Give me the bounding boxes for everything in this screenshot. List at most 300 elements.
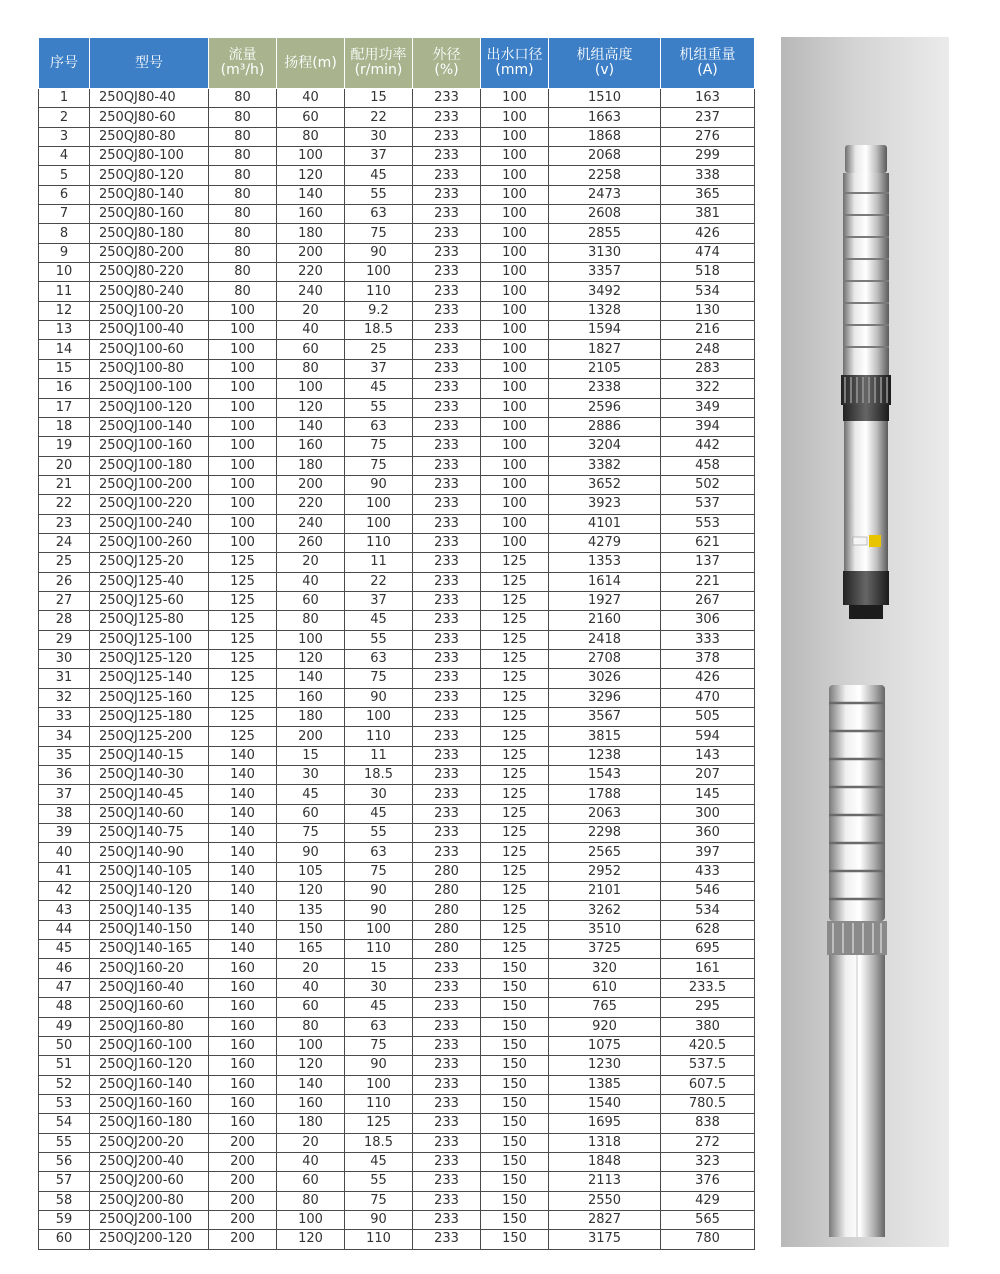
table-row: [39, 1210, 755, 1229]
table-cell: 1238: [549, 746, 661, 765]
table-cell: 250QJ140-45: [90, 785, 209, 804]
table-cell: 100: [481, 243, 549, 262]
table-cell: 160: [209, 1114, 277, 1133]
table-cell: 1230: [549, 1056, 661, 1075]
table-cell: 2952: [549, 862, 661, 881]
table-cell: 100: [481, 437, 549, 456]
table-cell: 2160: [549, 611, 661, 630]
table-row: [39, 630, 755, 649]
table-cell: 80: [209, 282, 277, 301]
table-cell: 80: [209, 89, 277, 108]
table-row: [39, 591, 755, 610]
table-cell: 56: [39, 1152, 90, 1171]
table-cell: 3382: [549, 456, 661, 475]
table-row: [39, 727, 755, 746]
table-cell: 250QJ100-100: [90, 379, 209, 398]
table-cell: 221: [661, 572, 755, 591]
column-header: [39, 38, 90, 89]
table-row: [39, 708, 755, 727]
table-row: [39, 417, 755, 436]
table-cell: 75: [345, 1036, 413, 1055]
table-cell: 30: [345, 978, 413, 997]
table-cell: 250QJ140-105: [90, 862, 209, 881]
table-cell: 45: [345, 166, 413, 185]
table-cell: 40: [277, 321, 345, 340]
table-cell: 140: [277, 669, 345, 688]
table-row: [39, 1114, 755, 1133]
table-row: [39, 1191, 755, 1210]
table-cell: 100: [481, 108, 549, 127]
table-cell: 250QJ160-40: [90, 978, 209, 997]
table-cell: 2855: [549, 224, 661, 243]
table-cell: 233: [413, 166, 481, 185]
table-cell: 250QJ160-100: [90, 1036, 209, 1055]
table-cell: 100: [209, 340, 277, 359]
table-cell: 3204: [549, 437, 661, 456]
table-cell: 920: [549, 1017, 661, 1036]
table-cell: 18.5: [345, 321, 413, 340]
table-row: [39, 1075, 755, 1094]
table-cell: 378: [661, 649, 755, 668]
table-cell: 110: [345, 940, 413, 959]
table-cell: 233: [413, 1017, 481, 1036]
table-cell: 19: [39, 437, 90, 456]
table-cell: 1868: [549, 127, 661, 146]
table-cell: 15: [277, 746, 345, 765]
table-cell: 90: [345, 475, 413, 494]
table-cell: 150: [481, 959, 549, 978]
table-cell: 32: [39, 688, 90, 707]
table-cell: 125: [209, 611, 277, 630]
table-cell: 621: [661, 533, 755, 552]
table-cell: 60: [277, 1172, 345, 1191]
table-cell: 45: [345, 379, 413, 398]
table-cell: 45: [345, 611, 413, 630]
table-cell: 250QJ125-140: [90, 669, 209, 688]
table-cell: 125: [345, 1114, 413, 1133]
table-cell: 150: [481, 978, 549, 997]
table-cell: 233: [413, 611, 481, 630]
table-cell: 1: [39, 89, 90, 108]
column-header-label: 机组重量: [679, 47, 736, 63]
table-cell: 45: [345, 998, 413, 1017]
table-cell: 90: [345, 688, 413, 707]
table-cell: 125: [481, 708, 549, 727]
table-cell: 55: [345, 1172, 413, 1191]
table-cell: 250QJ125-200: [90, 727, 209, 746]
table-cell: 75: [345, 456, 413, 475]
table-cell: 55: [345, 398, 413, 417]
table-cell: 75: [345, 224, 413, 243]
table-cell: 80: [277, 1017, 345, 1036]
table-cell: 233: [413, 475, 481, 494]
table-cell: 280: [413, 920, 481, 939]
table-cell: 537: [661, 495, 755, 514]
table-cell: 125: [481, 630, 549, 649]
table-cell: 220: [277, 263, 345, 282]
table-cell: 250QJ125-80: [90, 611, 209, 630]
table-cell: 29: [39, 630, 90, 649]
table-cell: 233: [413, 959, 481, 978]
table-cell: 4279: [549, 533, 661, 552]
table-cell: 37: [39, 785, 90, 804]
table-cell: 1075: [549, 1036, 661, 1055]
table-cell: 125: [481, 940, 549, 959]
table-cell: 90: [345, 1056, 413, 1075]
table-cell: 30: [345, 127, 413, 146]
column-header: [209, 38, 277, 89]
table-cell: 233: [413, 1114, 481, 1133]
table-cell: 100: [481, 417, 549, 436]
table-cell: 9: [39, 243, 90, 262]
table-cell: 240: [277, 514, 345, 533]
table-cell: 21: [39, 475, 90, 494]
table-cell: 537.5: [661, 1056, 755, 1075]
table-cell: 40: [277, 572, 345, 591]
table-cell: 233: [413, 649, 481, 668]
table-cell: 250QJ140-90: [90, 843, 209, 862]
table-cell: 23: [39, 514, 90, 533]
table-cell: 60: [39, 1230, 90, 1249]
table-cell: 45: [345, 804, 413, 823]
column-header-unit: (%): [434, 62, 459, 78]
column-header-unit: (mm): [495, 62, 534, 78]
table-cell: 100: [481, 340, 549, 359]
table-cell: 80: [209, 224, 277, 243]
table-cell: 180: [277, 1114, 345, 1133]
table-cell: 233: [413, 1172, 481, 1191]
table-cell: 150: [481, 1172, 549, 1191]
table-cell: 11: [345, 746, 413, 765]
table-cell: 75: [345, 1191, 413, 1210]
table-cell: 18.5: [345, 766, 413, 785]
table-cell: 80: [209, 166, 277, 185]
table-cell: 37: [345, 591, 413, 610]
table-cell: 11: [39, 282, 90, 301]
table-cell: 160: [277, 205, 345, 224]
table-cell: 553: [661, 514, 755, 533]
table-cell: 36: [39, 766, 90, 785]
column-header-label: 外径: [432, 47, 461, 63]
table-cell: 100: [209, 398, 277, 417]
table-cell: 3567: [549, 708, 661, 727]
table-cell: 220: [277, 495, 345, 514]
table-cell: 125: [209, 727, 277, 746]
table-cell: 250QJ80-180: [90, 224, 209, 243]
table-cell: 75: [345, 437, 413, 456]
table-cell: 12: [39, 301, 90, 320]
table-cell: 233: [413, 108, 481, 127]
table-cell: 160: [209, 1056, 277, 1075]
table-cell: 2258: [549, 166, 661, 185]
table-cell: 200: [209, 1172, 277, 1191]
table-cell: 140: [209, 785, 277, 804]
table-cell: 100: [345, 263, 413, 282]
table-cell: 63: [345, 417, 413, 436]
table-cell: 100: [345, 495, 413, 514]
table-cell: 80: [209, 243, 277, 262]
table-cell: 200: [277, 243, 345, 262]
table-cell: 24: [39, 533, 90, 552]
table-cell: 200: [209, 1133, 277, 1152]
table-cell: 1827: [549, 340, 661, 359]
table-row: [39, 379, 755, 398]
column-header-unit: (m³/h): [220, 62, 265, 78]
table-cell: 233: [413, 205, 481, 224]
table-cell: 140: [277, 1075, 345, 1094]
table-cell: 505: [661, 708, 755, 727]
table-cell: 1927: [549, 591, 661, 610]
table-cell: 140: [209, 766, 277, 785]
table-cell: 233: [413, 282, 481, 301]
table-cell: 18.5: [345, 1133, 413, 1152]
table-cell: 80: [209, 127, 277, 146]
table-cell: 2101: [549, 882, 661, 901]
table-cell: 59: [39, 1210, 90, 1229]
pump-spec-table: [38, 37, 755, 1250]
table-cell: 100: [481, 321, 549, 340]
table-cell: 233: [413, 804, 481, 823]
table-cell: 100: [481, 127, 549, 146]
table-cell: 250QJ100-240: [90, 514, 209, 533]
table-cell: 110: [345, 727, 413, 746]
table-cell: 323: [661, 1152, 755, 1171]
table-cell: 80: [277, 1191, 345, 1210]
table-row: [39, 224, 755, 243]
table-cell: 80: [277, 359, 345, 378]
table-cell: 55: [39, 1133, 90, 1152]
column-header: [90, 38, 209, 89]
table-cell: 233: [413, 456, 481, 475]
table-row: [39, 901, 755, 920]
table-row: [39, 1036, 755, 1055]
table-row: [39, 533, 755, 552]
table-cell: 140: [209, 862, 277, 881]
table-cell: 250QJ100-20: [90, 301, 209, 320]
table-cell: 33: [39, 708, 90, 727]
table-cell: 31: [39, 669, 90, 688]
table-cell: 100: [345, 920, 413, 939]
table-cell: 16: [39, 379, 90, 398]
table-cell: 233: [413, 127, 481, 146]
table-cell: 100: [209, 495, 277, 514]
table-cell: 381: [661, 205, 755, 224]
table-cell: 100: [481, 359, 549, 378]
table-cell: 546: [661, 882, 755, 901]
table-cell: 433: [661, 862, 755, 881]
table-cell: 1543: [549, 766, 661, 785]
table-cell: 58: [39, 1191, 90, 1210]
table-cell: 75: [277, 824, 345, 843]
table-cell: 300: [661, 804, 755, 823]
table-cell: 250QJ125-40: [90, 572, 209, 591]
table-cell: 250QJ140-165: [90, 940, 209, 959]
table-cell: 1695: [549, 1114, 661, 1133]
table-row: [39, 495, 755, 514]
table-cell: 2063: [549, 804, 661, 823]
table-cell: 160: [277, 437, 345, 456]
table-cell: 25: [345, 340, 413, 359]
table-cell: 80: [209, 108, 277, 127]
table-cell: 1385: [549, 1075, 661, 1094]
table-row: [39, 824, 755, 843]
table-row: [39, 572, 755, 591]
table-cell: 100: [209, 417, 277, 436]
table-cell: 1788: [549, 785, 661, 804]
table-cell: 100: [277, 630, 345, 649]
table-cell: 3492: [549, 282, 661, 301]
table-cell: 6: [39, 185, 90, 204]
table-cell: 610: [549, 978, 661, 997]
table-cell: 20: [277, 301, 345, 320]
table-cell: 216: [661, 321, 755, 340]
table-cell: 20: [277, 1133, 345, 1152]
table-cell: 2886: [549, 417, 661, 436]
table-cell: 250QJ200-120: [90, 1230, 209, 1249]
table-cell: 233: [413, 1056, 481, 1075]
table-cell: 397: [661, 843, 755, 862]
table-cell: 38: [39, 804, 90, 823]
table-cell: 250QJ160-180: [90, 1114, 209, 1133]
table-cell: 18: [39, 417, 90, 436]
table-cell: 426: [661, 669, 755, 688]
table-cell: 838: [661, 1114, 755, 1133]
table-cell: 22: [345, 108, 413, 127]
table-cell: 63: [345, 843, 413, 862]
table-cell: 125: [209, 708, 277, 727]
table-cell: 44: [39, 920, 90, 939]
table-cell: 233: [413, 224, 481, 243]
table-cell: 125: [481, 746, 549, 765]
table-cell: 160: [209, 1094, 277, 1113]
table-cell: 143: [661, 746, 755, 765]
table-cell: 470: [661, 688, 755, 707]
table-cell: 100: [345, 1075, 413, 1094]
table-cell: 250QJ200-100: [90, 1210, 209, 1229]
table-cell: 120: [277, 1230, 345, 1249]
table-cell: 125: [481, 591, 549, 610]
table-row: [39, 301, 755, 320]
table-cell: 41: [39, 862, 90, 881]
column-header-unit: (r/min): [354, 62, 403, 78]
table-cell: 3026: [549, 669, 661, 688]
table-cell: 150: [277, 920, 345, 939]
table-cell: 233: [413, 1094, 481, 1113]
table-cell: 150: [481, 1152, 549, 1171]
table-cell: 100: [209, 514, 277, 533]
table-row: [39, 108, 755, 127]
table-cell: 150: [481, 1114, 549, 1133]
table-cell: 233: [413, 708, 481, 727]
table-cell: 7: [39, 205, 90, 224]
table-row: [39, 89, 755, 108]
table-cell: 376: [661, 1172, 755, 1191]
table-row: [39, 147, 755, 166]
table-cell: 150: [481, 1210, 549, 1229]
table-row: [39, 127, 755, 146]
table-body: [39, 89, 755, 1250]
table-cell: 140: [209, 920, 277, 939]
table-cell: 233: [413, 301, 481, 320]
table-cell: 160: [209, 978, 277, 997]
table-cell: 250QJ160-160: [90, 1094, 209, 1113]
table-cell: 1848: [549, 1152, 661, 1171]
table-cell: 250QJ80-200: [90, 243, 209, 262]
table-cell: 51: [39, 1056, 90, 1075]
table-cell: 140: [209, 940, 277, 959]
table-cell: 233: [413, 843, 481, 862]
table-cell: 233: [413, 688, 481, 707]
table-row: [39, 456, 755, 475]
table-cell: 1318: [549, 1133, 661, 1152]
table-cell: 57: [39, 1172, 90, 1191]
table-cell: 100: [481, 282, 549, 301]
table-cell: 250QJ160-60: [90, 998, 209, 1017]
table-cell: 60: [277, 108, 345, 127]
table-cell: 250QJ80-100: [90, 147, 209, 166]
table-cell: 30: [39, 649, 90, 668]
table-cell: 474: [661, 243, 755, 262]
table-cell: 250QJ125-120: [90, 649, 209, 668]
table-cell: 100: [481, 514, 549, 533]
table-cell: 233: [413, 746, 481, 765]
table-cell: 250QJ200-60: [90, 1172, 209, 1191]
table-cell: 233: [413, 978, 481, 997]
table-cell: 105: [277, 862, 345, 881]
table-cell: 125: [209, 553, 277, 572]
table-cell: 2068: [549, 147, 661, 166]
table-cell: 250QJ100-220: [90, 495, 209, 514]
column-header-label: 出水口径: [486, 47, 543, 63]
table-cell: 3130: [549, 243, 661, 262]
table-cell: 63: [345, 649, 413, 668]
table-cell: 120: [277, 1056, 345, 1075]
table-cell: 10: [39, 263, 90, 282]
table-cell: 349: [661, 398, 755, 417]
table-row: [39, 978, 755, 997]
table-row: [39, 475, 755, 494]
table-cell: 250QJ125-100: [90, 630, 209, 649]
table-cell: 55: [345, 185, 413, 204]
table-cell: 233: [413, 417, 481, 436]
table-cell: 250QJ100-40: [90, 321, 209, 340]
column-header-label: 序号: [50, 54, 78, 71]
table-cell: 125: [481, 901, 549, 920]
table-cell: 250QJ80-60: [90, 108, 209, 127]
table-cell: 90: [345, 1210, 413, 1229]
table-cell: 607.5: [661, 1075, 755, 1094]
table-cell: 233: [413, 1133, 481, 1152]
table-cell: 2418: [549, 630, 661, 649]
column-header-label: 扬程(m): [284, 54, 337, 71]
table-cell: 34: [39, 727, 90, 746]
table-row: [39, 1017, 755, 1036]
table-cell: 110: [345, 1094, 413, 1113]
table-cell: 250QJ80-120: [90, 166, 209, 185]
table-cell: 125: [209, 669, 277, 688]
table-cell: 248: [661, 340, 755, 359]
table-cell: 137: [661, 553, 755, 572]
table-cell: 100: [209, 437, 277, 456]
table-cell: 150: [481, 1036, 549, 1055]
table-cell: 135: [277, 901, 345, 920]
table-cell: 200: [277, 727, 345, 746]
table-row: [39, 1094, 755, 1113]
table-cell: 250QJ80-240: [90, 282, 209, 301]
table-cell: 90: [345, 901, 413, 920]
table-cell: 120: [277, 166, 345, 185]
table-cell: 695: [661, 940, 755, 959]
